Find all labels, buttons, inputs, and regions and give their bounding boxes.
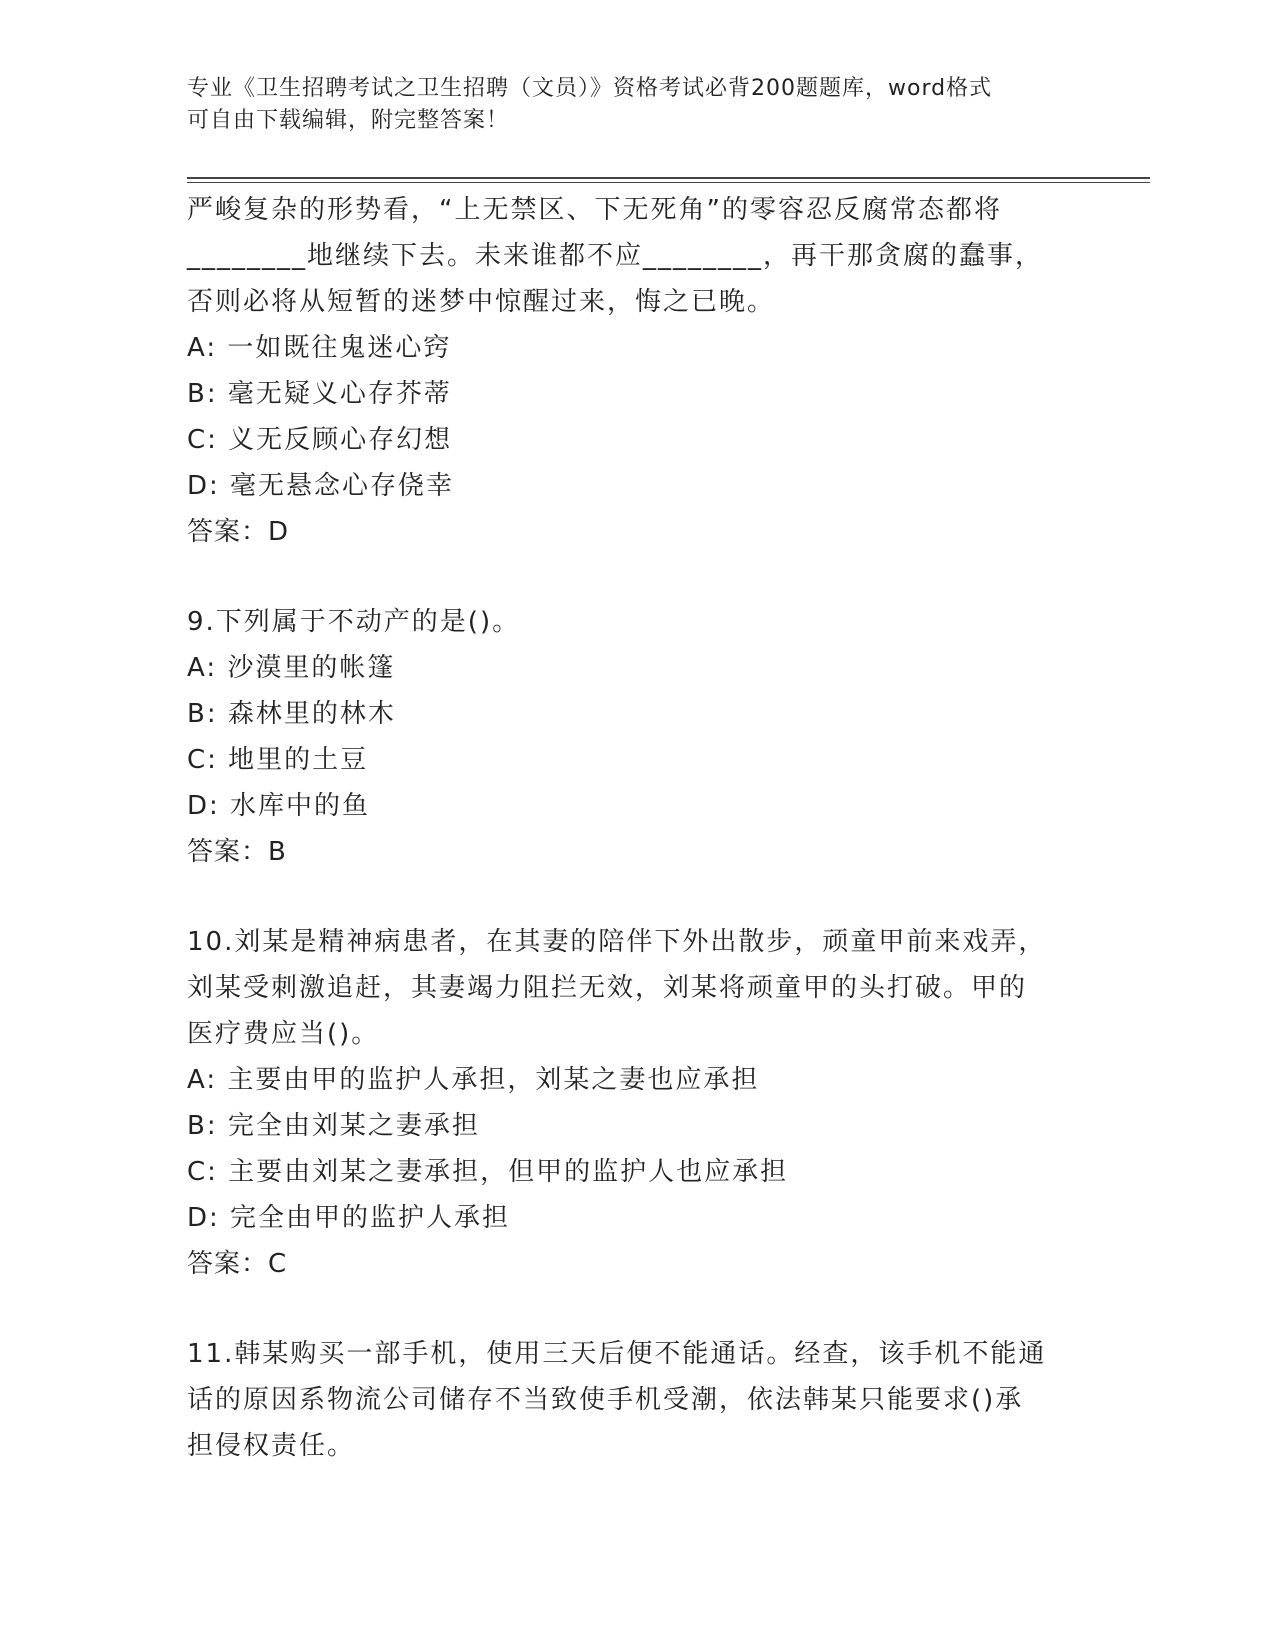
question-spacer bbox=[187, 555, 1087, 599]
answer-line: 答案：D bbox=[187, 517, 290, 547]
option-b: B: 毫无疑义心存芥蒂 bbox=[187, 379, 452, 409]
option-a: A: 沙漠里的帐篷 bbox=[187, 653, 396, 683]
question-spacer bbox=[187, 1287, 1087, 1331]
header-title-line-2: 可自由下载编辑，附完整答案！ bbox=[187, 108, 510, 133]
question-stem-line: ________地继续下去。未来谁都不应________，再干那贪腐的蠢事， bbox=[187, 241, 1044, 271]
question-stem-line: 严峻复杂的形势看，“上无禁区、下无死角”的零容忍反腐常态都将 bbox=[187, 195, 1002, 225]
header-title-line-1: 专业《卫生招聘考试之卫生招聘（文员）》资格考试必背200题题库，word格式 bbox=[187, 76, 993, 101]
answer-line: 答案：B bbox=[187, 837, 287, 867]
option-d: D: 完全由甲的监护人承担 bbox=[187, 1203, 511, 1233]
option-c: C: 义无反顾心存幻想 bbox=[187, 425, 453, 455]
option-d: D: 水库中的鱼 bbox=[187, 791, 371, 821]
question-stem-line: 担侵权责任。 bbox=[187, 1431, 356, 1461]
question-10 bbox=[187, 919, 1087, 1287]
question-9 bbox=[187, 599, 1087, 875]
option-d: D: 毫无悬念心存侥幸 bbox=[187, 471, 455, 501]
question-8 bbox=[187, 187, 1087, 555]
document-header bbox=[187, 73, 1087, 137]
header-divider bbox=[187, 177, 1150, 183]
question-stem-line: 话的原因系物流公司储存不当致使手机受潮，依法韩某只能要求()承 bbox=[187, 1385, 1024, 1415]
option-c: C: 主要由刘某之妻承担，但甲的监护人也应承担 bbox=[187, 1157, 789, 1187]
answer-line: 答案：C bbox=[187, 1249, 288, 1279]
question-spacer bbox=[187, 875, 1087, 919]
option-a: A: 一如既往鬼迷心窍 bbox=[187, 333, 452, 363]
option-b: B: 完全由刘某之妻承担 bbox=[187, 1111, 480, 1141]
question-stem-line: 10.刘某是精神病患者，在其妻的陪伴下外出散步，顽童甲前来戏弄， bbox=[187, 927, 1047, 957]
question-stem-line: 刘某受刺激追赶，其妻竭力阻拦无效，刘某将顽童甲的头打破。甲的 bbox=[187, 973, 1028, 1003]
question-11 bbox=[187, 1331, 1087, 1469]
option-b: B: 森林里的林木 bbox=[187, 699, 396, 729]
question-stem-line: 11.韩某购买一部手机，使用三天后便不能通话。经查，该手机不能通 bbox=[187, 1339, 1047, 1369]
question-stem-line: 医疗费应当()。 bbox=[187, 1019, 380, 1049]
question-list bbox=[187, 187, 1087, 1469]
option-c: C: 地里的土豆 bbox=[187, 745, 369, 775]
option-a: A: 主要由甲的监护人承担，刘某之妻也应承担 bbox=[187, 1065, 760, 1095]
question-stem-line: 9.下列属于不动产的是()。 bbox=[187, 607, 521, 637]
question-stem-line: 否则必将从短暂的迷梦中惊醒过来，悔之已晚。 bbox=[187, 287, 776, 317]
